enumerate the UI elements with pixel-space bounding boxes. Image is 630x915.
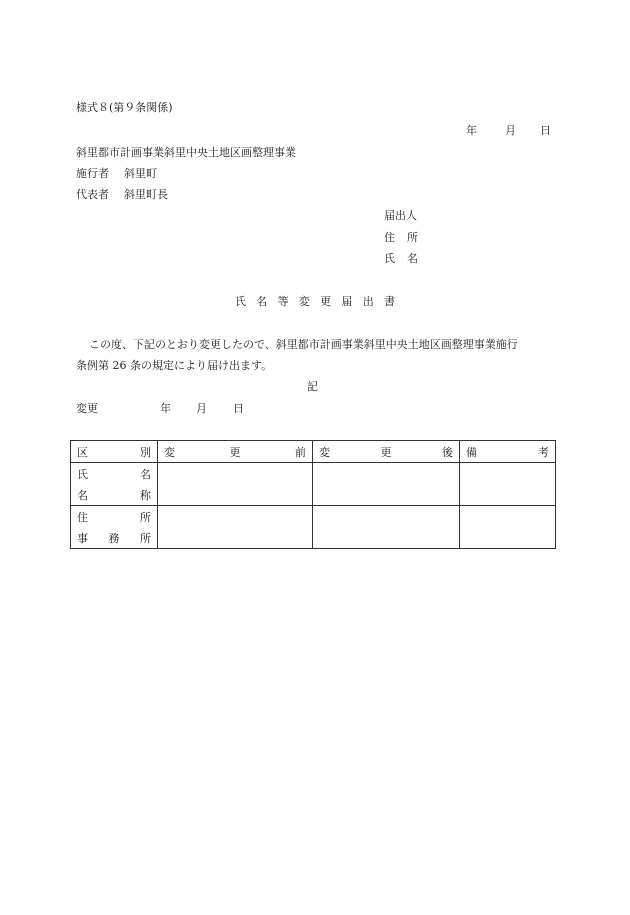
- form-label: 様式８(第９条関係): [76, 101, 173, 114]
- date-month: 月: [505, 124, 516, 137]
- cell-after[interactable]: [313, 463, 460, 506]
- row-label-address: 住 所 事 務 所: [71, 506, 158, 549]
- document-title: 氏 名 等 変 更 届 出 書: [235, 295, 395, 308]
- executor-value: 斜里町: [124, 167, 157, 180]
- table-row: [71, 506, 556, 549]
- project-name: 斜里都市計画事業斜里中央土地区画整理事業: [76, 146, 296, 159]
- row-label-name: 氏 名 名 称: [71, 463, 158, 506]
- cell-remarks[interactable]: [460, 463, 556, 506]
- cell-before[interactable]: [158, 463, 313, 506]
- change-date-day: 日: [233, 402, 244, 415]
- ki-heading: 記: [307, 380, 318, 393]
- change-date-label: 変更: [76, 402, 98, 415]
- notifier-address-label: 住 所: [384, 231, 418, 244]
- executor-label: 施行者: [76, 167, 109, 180]
- cell-before[interactable]: [158, 506, 313, 549]
- change-table: [70, 440, 556, 549]
- table-row: [71, 463, 556, 506]
- notifier-name-label: 氏 名: [384, 252, 418, 265]
- header-remarks: 備 考: [460, 441, 556, 463]
- header-after: 変 更 後: [313, 441, 460, 463]
- date-year: 年: [466, 124, 477, 137]
- body-text-line1: この度、下記のとおり変更したので、斜里都市計画事業斜里中央土地区画整理事業施行: [89, 338, 518, 351]
- change-date-year: 年: [160, 402, 171, 415]
- cell-after[interactable]: [313, 506, 460, 549]
- change-date-month: 月: [196, 402, 207, 415]
- representative-value: 斜里町長: [124, 188, 168, 201]
- header-category: 区 別: [71, 441, 158, 463]
- body-text-line2: 条例第 26 条の規定により届け出ます。: [76, 359, 273, 372]
- date-day: 日: [540, 124, 551, 137]
- notifier-title: 届出人: [384, 209, 417, 222]
- representative-label: 代表者: [76, 188, 109, 201]
- header-before: 変 更 前: [158, 441, 313, 463]
- cell-remarks[interactable]: [460, 506, 556, 549]
- table-header-row: [71, 441, 556, 463]
